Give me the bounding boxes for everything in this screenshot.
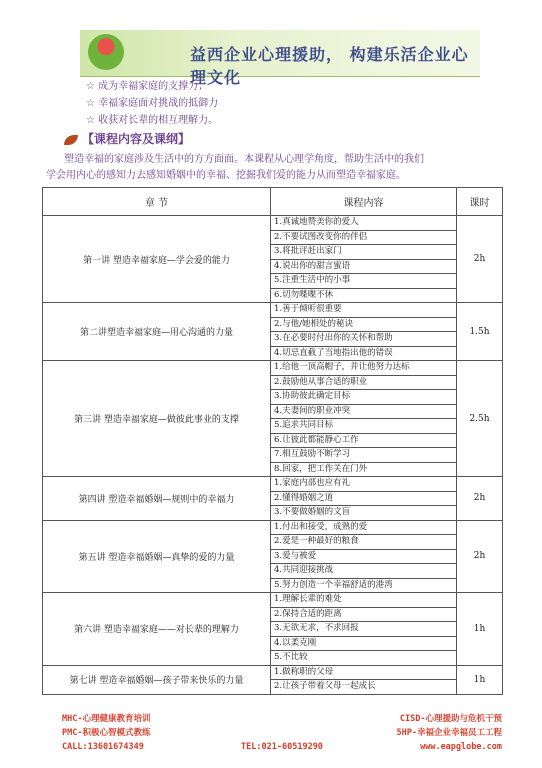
content-item: 5.注重生活中的小事 (271, 274, 457, 289)
benefit-list (86, 78, 218, 129)
content-item: 4.说出你的甜言蜜语 (271, 259, 457, 274)
content-item: 7.相互鼓励不断学习 (271, 448, 457, 463)
table-row (43, 520, 503, 535)
footer (62, 712, 502, 754)
content-item: 8.回家，把工作关在门外 (271, 462, 457, 477)
table-row (43, 665, 503, 680)
table-row (43, 477, 503, 492)
content-item: 1.善于倾听很重要 (271, 303, 457, 318)
company-logo (88, 34, 124, 70)
table-row (43, 303, 503, 318)
footer-call: CALL:13601674349 (62, 742, 144, 752)
content-item: 1.付出和接受，成熟的爱 (271, 520, 457, 535)
chapter-cell: 第四讲 塑造幸福婚姻—规则中的幸福力 (43, 477, 271, 521)
footer-cisd: CISD-心理援助与危机干预 (399, 714, 502, 724)
content-item: 6.让彼此都能静心工作 (271, 433, 457, 448)
table-row (43, 216, 503, 231)
course-table (42, 187, 503, 695)
header-hours: 课时 (457, 188, 503, 216)
content-item: 1.家庭内部也应有礼 (271, 477, 457, 492)
table-row (43, 361, 503, 376)
content-item: 2.让孩子带着父母一起成长 (271, 680, 457, 695)
chapter-cell: 第三讲 塑造幸福家庭—做彼此事业的支撑 (43, 361, 271, 477)
content-item: 2.爱是一种最好的粮食 (271, 535, 457, 550)
content-item: 4.夫妻间的职业冲突 (271, 404, 457, 419)
course-intro (46, 152, 504, 184)
chapter-cell: 第六讲 塑造幸福家庭——对长辈的理解力 (43, 593, 271, 666)
content-item: 1.理解长辈的难处 (271, 593, 457, 608)
content-item: 2.与他/她相处的秘诀 (271, 317, 457, 332)
content-item: 5.追求共同目标 (271, 419, 457, 434)
content-item: 4.共同迎接挑战 (271, 564, 457, 579)
chapter-cell: 第七讲 塑造幸福婚姻—孩子带来快乐的力量 (43, 665, 271, 694)
content-item: 1.做称职的父母 (271, 665, 457, 680)
content-item: 3.不要做婚姻的文盲 (271, 506, 457, 521)
content-item: 1.给他一顶高帽子，并让他努力达标 (271, 361, 457, 376)
content-item: 3.爱与被爱 (271, 549, 457, 564)
content-item: 2.不要试图改变你的伴侣 (271, 230, 457, 245)
header-chapter: 章 节 (43, 188, 271, 216)
content-item: 3.将批评赶出家门 (271, 245, 457, 260)
content-item: 3.无欲无求，不求回报 (271, 622, 457, 637)
benefit-item: ☆ 成为幸福家庭的支撑力； (86, 81, 209, 92)
table-row (43, 593, 503, 608)
leaf-icon (64, 135, 78, 145)
section-heading (64, 130, 190, 147)
content-item: 4.切忌直截了当地指出他的错误 (271, 346, 457, 361)
table-body (43, 216, 503, 695)
content-item: 6.切勿喋喋不休 (271, 288, 457, 303)
benefit-item: ☆ 收获对长辈的相互理解力。 (86, 115, 219, 126)
content-item: 3.在必要时付出你的关怀和帮助 (271, 332, 457, 347)
hours-cell: 1.5h (457, 303, 503, 361)
content-item: 2.保持合适的距离 (271, 607, 457, 622)
footer-pmc: PMC-积极心智模式教练 (62, 728, 151, 738)
chapter-cell: 第二讲塑造幸福家庭—用心沟通的力量 (43, 303, 271, 361)
intro-line: 学会用内心的感知力去感知婚姻中的幸福、挖掘我们爱的能力从而塑造幸福家庭。 (46, 170, 406, 181)
content-item: 1.真诚地赞美你的爱人 (271, 216, 457, 231)
content-item: 2.懂得婚姻之道 (271, 491, 457, 506)
header-slogan: 益西企业心理援助， 构建乐活企业心理文化 (190, 45, 469, 87)
footer-mhc: MHC-心理健康教育培训 (62, 714, 151, 724)
section-title: 【课程内容及课纲】 (82, 132, 191, 146)
content-item: 5.不比较 (271, 651, 457, 666)
hours-cell: 2h (457, 477, 503, 521)
content-item: 3.协助彼此确定目标 (271, 390, 457, 405)
hours-cell: 2.5h (457, 361, 503, 477)
table-header-row (43, 188, 503, 216)
content-item: 2.鼓励他从事合适的职业 (271, 375, 457, 390)
intro-line: 塑造幸福的家庭涉及生活中的方方面面。本课程从心理学角度，帮助生活中的我们 (64, 154, 424, 165)
content-item: 4.以柔克刚 (271, 636, 457, 651)
footer-tel: TEL:021-60519290 (241, 742, 323, 752)
footer-5hp: 5HP-幸福企业幸福员工工程 (396, 728, 502, 738)
hours-cell: 2h (457, 216, 503, 303)
chapter-cell: 第一讲 塑造幸福家庭—学会爱的能力 (43, 216, 271, 303)
hours-cell: 1h (457, 665, 503, 694)
chapter-cell: 第五讲 塑造幸福婚姻—真挚的爱的力量 (43, 520, 271, 593)
header-content: 课程内容 (271, 188, 457, 216)
benefit-item: ☆ 幸福家庭面对挑战的抵御力 (86, 98, 219, 109)
hours-cell: 2h (457, 520, 503, 593)
hours-cell: 1h (457, 593, 503, 666)
footer-website[interactable]: www.eapglobe.com (420, 742, 502, 752)
content-item: 5.努力创造一个幸福舒适的港湾 (271, 578, 457, 593)
